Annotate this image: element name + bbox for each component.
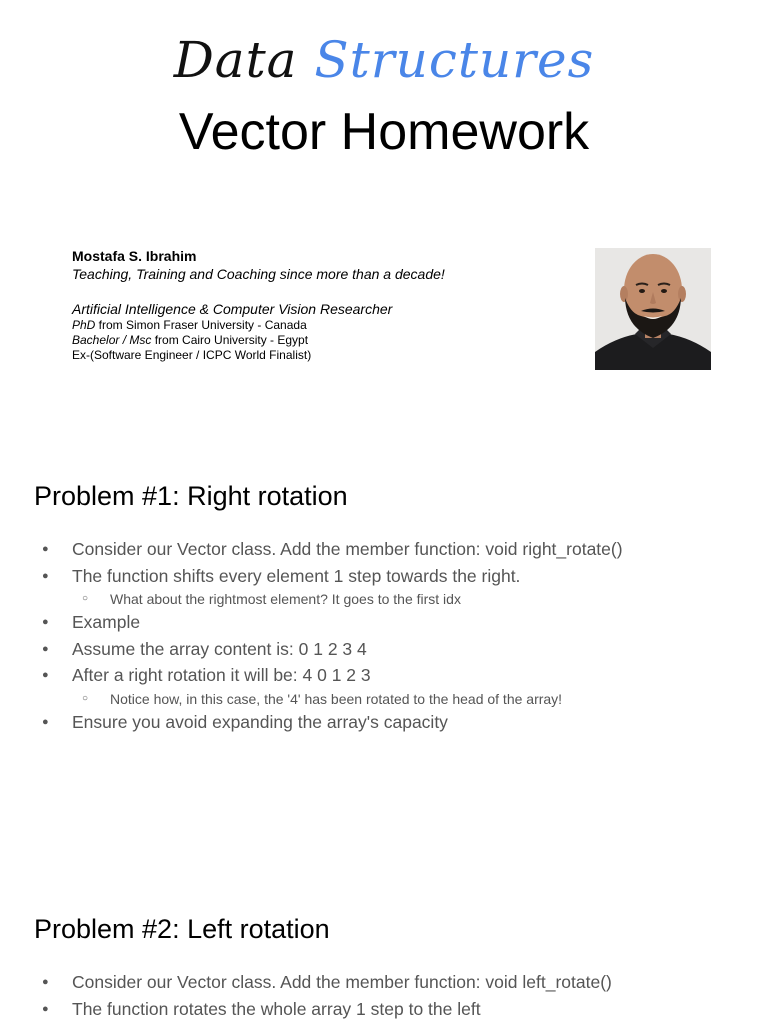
author-phd-school: from Simon Fraser University - Canada xyxy=(95,318,307,332)
author-name: Mostafa S. Ibrahim xyxy=(72,248,197,264)
sub-list-item: ○ What about the rightmost element? It goes to the first idx xyxy=(0,589,768,609)
author-role: Artificial Intelligence & Computer Vision Researcher xyxy=(72,301,393,317)
author-block xyxy=(72,248,572,363)
course-title xyxy=(0,28,768,92)
list-item: ● The function rotates the whole array 1 step to the left xyxy=(0,996,768,1023)
sub-list-item: ○ Notice how, in this case, the '4' has been rotated to the head of the array! xyxy=(0,689,768,709)
author-photo xyxy=(595,248,711,370)
problem1-list xyxy=(0,536,768,735)
author-portrait-image xyxy=(595,248,711,370)
course-title-word-data: Data xyxy=(173,31,298,89)
list-item: ● Assume the array content is: 0 1 2 3 4 xyxy=(0,636,768,663)
list-item: ● After a right rotation it will be: 4 0 1 2 3 xyxy=(0,662,768,689)
list-item: ● The function shifts every element 1 step towards the right. xyxy=(0,563,768,590)
author-ex: Ex-(Software Engineer / ICPC World Finalist) xyxy=(72,348,312,362)
author-tagline: Teaching, Training and Coaching since more than a decade! xyxy=(72,266,445,282)
list-item: ● Consider our Vector class. Add the member function: void right_rotate() xyxy=(0,536,768,563)
author-phd-degree: PhD xyxy=(72,318,96,332)
problem2-list xyxy=(0,969,768,1022)
problem2-title: Problem #2: Left rotation xyxy=(34,914,330,944)
list-item: ● Ensure you avoid expanding the array's capacity xyxy=(0,709,768,736)
list-item: ● Example xyxy=(0,609,768,636)
list-item: ● Consider our Vector class. Add the member function: void left_rotate() xyxy=(0,969,768,996)
author-phd xyxy=(72,318,572,333)
course-title-word-structures: Structures xyxy=(314,31,595,89)
author-bachelor-degree: Bachelor / Msc xyxy=(72,333,152,347)
page-title: Vector Homework xyxy=(178,103,590,161)
problem1-title: Problem #1: Right rotation xyxy=(34,481,348,511)
author-bachelor xyxy=(72,333,572,348)
author-bachelor-school: from Cairo University - Egypt xyxy=(151,333,309,347)
